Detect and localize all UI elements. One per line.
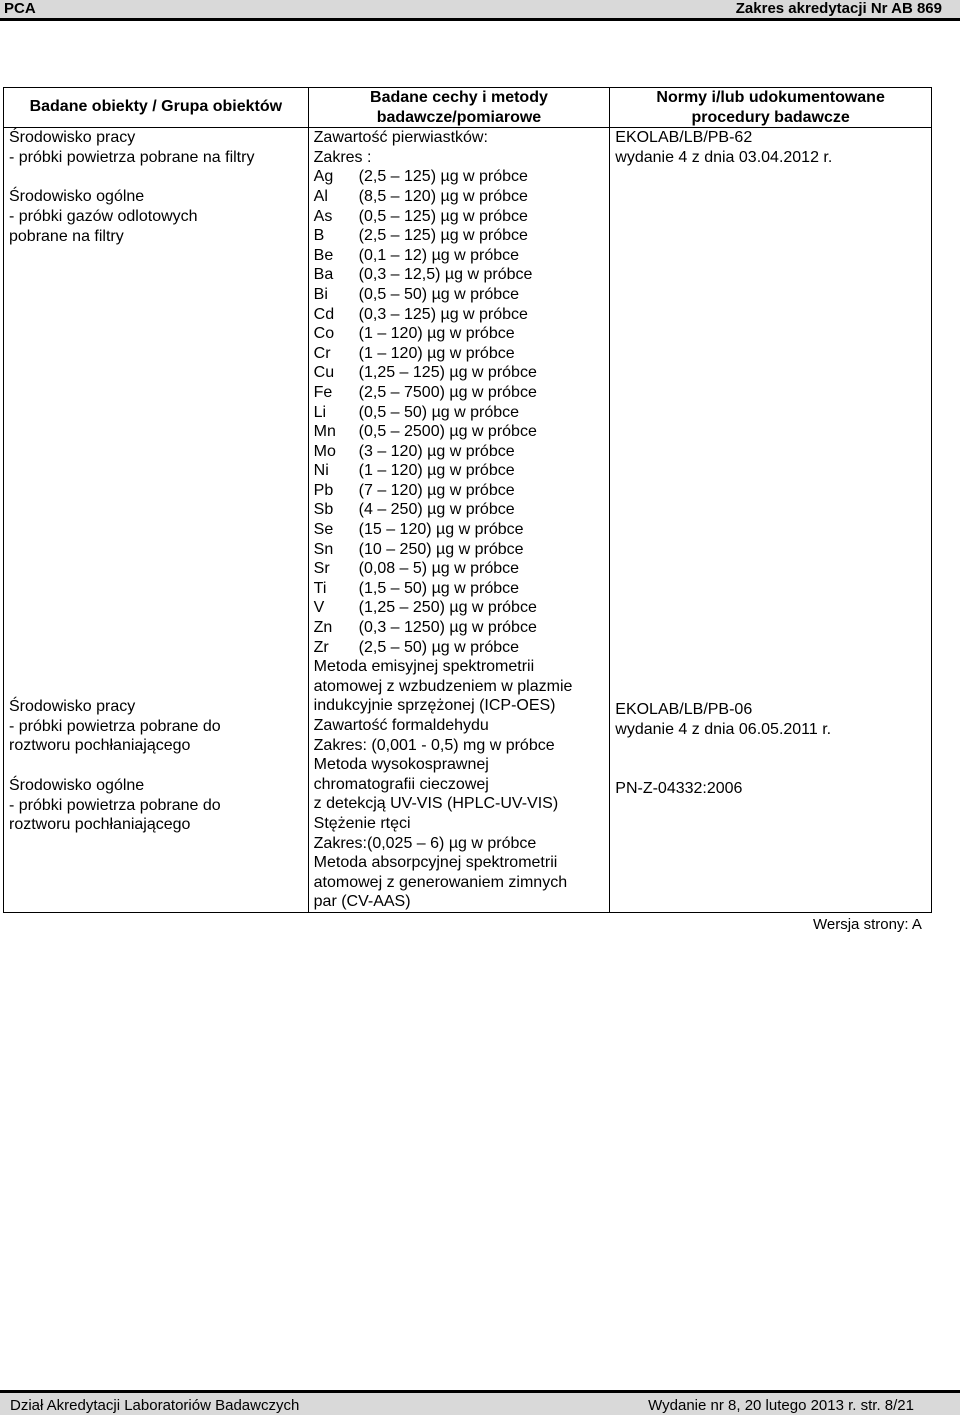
element-symbol: Sn <box>313 540 334 558</box>
object-group-1: Środowisko pracy - próbki powietrza pobrane na filtry Środowisko ogólne - próbki gazów odlotowych pobrane na filtry <box>9 129 255 245</box>
element-range: (0,5 – 50) µg w próbce <box>358 285 520 303</box>
method-formaldehyde: Zawartość formaldehydu Zakres: (0,001 - 0,5) mg w próbce Metoda wysokosprawnej chromatografii cieczowej z detekcją UV-VIS (HPLC-UV-VIS) <box>313 717 559 813</box>
element-symbol: Ba <box>313 266 334 284</box>
standard-ref-2: EKOLAB/LB/PB-06 wydanie 4 z dnia 06.05.2011 r. <box>615 701 832 738</box>
page-footer <box>0 1393 960 1415</box>
element-range: (0,3 – 1250) µg w próbce <box>358 619 537 637</box>
element-row <box>314 598 610 618</box>
element-row <box>314 540 610 560</box>
element-symbol: B <box>313 227 325 245</box>
element-range: (0,1 – 12) µg w próbce <box>358 246 520 264</box>
element-row <box>314 383 610 403</box>
element-symbol: As <box>313 207 333 225</box>
element-row <box>314 187 610 207</box>
elements-title: Zawartość pierwiastków: <box>313 129 488 147</box>
element-symbol: Fe <box>313 383 333 401</box>
element-row <box>314 226 610 246</box>
element-range: (1 – 120) µg w próbce <box>358 325 515 343</box>
element-range: (10 – 250) µg w próbce <box>358 540 524 558</box>
element-range: (4 – 250) µg w próbce <box>358 501 515 519</box>
element-range: (2,5 – 125) µg w próbce <box>358 227 528 245</box>
element-row <box>314 618 610 638</box>
element-symbol: Sr <box>313 560 330 578</box>
header-org: PCA <box>4 0 36 17</box>
element-row <box>314 285 610 305</box>
element-range: (1 – 120) µg w próbce <box>358 462 515 480</box>
table-row <box>4 128 932 913</box>
element-range: (8,5 – 120) µg w próbce <box>358 187 528 205</box>
object-group-2: Środowisko pracy - próbki powietrza pobrane do roztworu pochłaniającego Środowisko ogólne - próbki powietrza pobrane do roztworu pochłaniającego <box>9 698 221 834</box>
element-range: (1,25 – 125) µg w próbce <box>358 364 537 382</box>
element-row <box>314 520 610 540</box>
element-row <box>314 481 610 501</box>
element-row <box>314 344 610 364</box>
element-range: (0,3 – 125) µg w próbce <box>358 305 528 323</box>
elements-list <box>314 167 610 657</box>
element-row <box>314 207 610 227</box>
page-header <box>0 0 960 21</box>
element-symbol: Mo <box>313 442 336 460</box>
element-row <box>314 500 610 520</box>
element-symbol: Cr <box>313 344 331 362</box>
header-title: Zakres akredytacji Nr AB 869 <box>735 0 942 17</box>
element-range: (0,5 – 50) µg w próbce <box>358 403 520 421</box>
standard-ref-1: EKOLAB/LB/PB-62 wydanie 4 z dnia 03.04.2012 r. <box>615 129 833 166</box>
element-row <box>314 559 610 579</box>
element-symbol: Al <box>313 187 328 205</box>
accreditation-table <box>3 87 932 913</box>
element-symbol: V <box>313 599 325 617</box>
element-range: (1,25 – 250) µg w próbce <box>358 599 537 617</box>
element-row <box>314 167 610 187</box>
method-icp-oes: Metoda emisyjnej spektrometrii atomowej z wzbudzeniem w plazmie indukcyjnie sprzężonej (ICP-OES) <box>313 658 573 715</box>
page-version: Wersja strony: A <box>813 916 922 933</box>
methods-cell <box>308 128 610 913</box>
element-symbol: Cd <box>313 305 335 323</box>
element-row <box>314 324 610 344</box>
element-row <box>314 363 610 383</box>
element-symbol: Zn <box>313 619 333 637</box>
element-row <box>314 579 610 599</box>
element-row <box>314 442 610 462</box>
header-methods: Badane cechy i metody badawcze/pomiarowe <box>308 88 610 128</box>
element-symbol: Co <box>313 325 335 343</box>
element-symbol: Se <box>313 521 334 539</box>
elements-zakres: Zakres : <box>313 148 372 166</box>
footer-edition: Wydanie nr 8, 20 lutego 2013 r. str. 8/21 <box>648 1397 914 1414</box>
element-symbol: Pb <box>313 481 334 499</box>
element-range: (2,5 – 125) µg w próbce <box>358 168 528 186</box>
element-row <box>314 403 610 423</box>
element-symbol: Be <box>313 246 334 264</box>
header-standards: Normy i/lub udokumentowane procedury badawcze <box>610 88 932 128</box>
element-range: (2,5 – 50) µg w próbce <box>358 638 520 656</box>
element-symbol: Cu <box>313 364 335 382</box>
footer-department: Dział Akredytacji Laboratoriów Badawczych <box>10 1397 300 1414</box>
element-symbol: Sb <box>313 501 334 519</box>
element-symbol: Bi <box>313 285 328 303</box>
element-symbol: Ni <box>313 462 329 480</box>
objects-cell <box>4 128 309 913</box>
element-range: (0,08 – 5) µg w próbce <box>358 560 520 578</box>
element-row <box>314 305 610 325</box>
method-mercury: Stężenie rtęci Zakres:(0,025 – 6) µg w próbce Metoda absorpcyjnej spektrometrii atomowej z generowaniem zimnych par (CV-AAS) <box>313 814 568 911</box>
element-range: (0,3 – 12,5) µg w próbce <box>358 266 533 284</box>
standard-ref-3: PN-Z-04332:2006 <box>615 779 743 797</box>
element-symbol: Ag <box>313 168 334 186</box>
header-objects: Badane obiekty / Grupa obiektów <box>4 88 309 128</box>
standards-cell <box>610 128 932 913</box>
element-range: (2,5 – 7500) µg w próbce <box>358 383 537 401</box>
element-range: (3 – 120) µg w próbce <box>358 442 515 460</box>
element-row <box>314 265 610 285</box>
element-symbol: Zr <box>313 638 329 656</box>
element-row <box>314 422 610 442</box>
element-range: (0,5 – 2500) µg w próbce <box>358 423 537 441</box>
element-range: (15 – 120) µg w próbce <box>358 521 524 539</box>
element-symbol: Li <box>313 403 327 421</box>
element-symbol: Mn <box>313 423 336 441</box>
element-row <box>314 638 610 658</box>
element-range: (1 – 120) µg w próbce <box>358 344 515 362</box>
element-row <box>314 246 610 266</box>
element-row <box>314 461 610 481</box>
element-range: (1,5 – 50) µg w próbce <box>358 579 520 597</box>
element-range: (7 – 120) µg w próbce <box>358 481 515 499</box>
table-header-row <box>4 88 932 128</box>
element-range: (0,5 – 125) µg w próbce <box>358 207 528 225</box>
element-symbol: Ti <box>313 579 327 597</box>
header-divider <box>0 18 960 21</box>
